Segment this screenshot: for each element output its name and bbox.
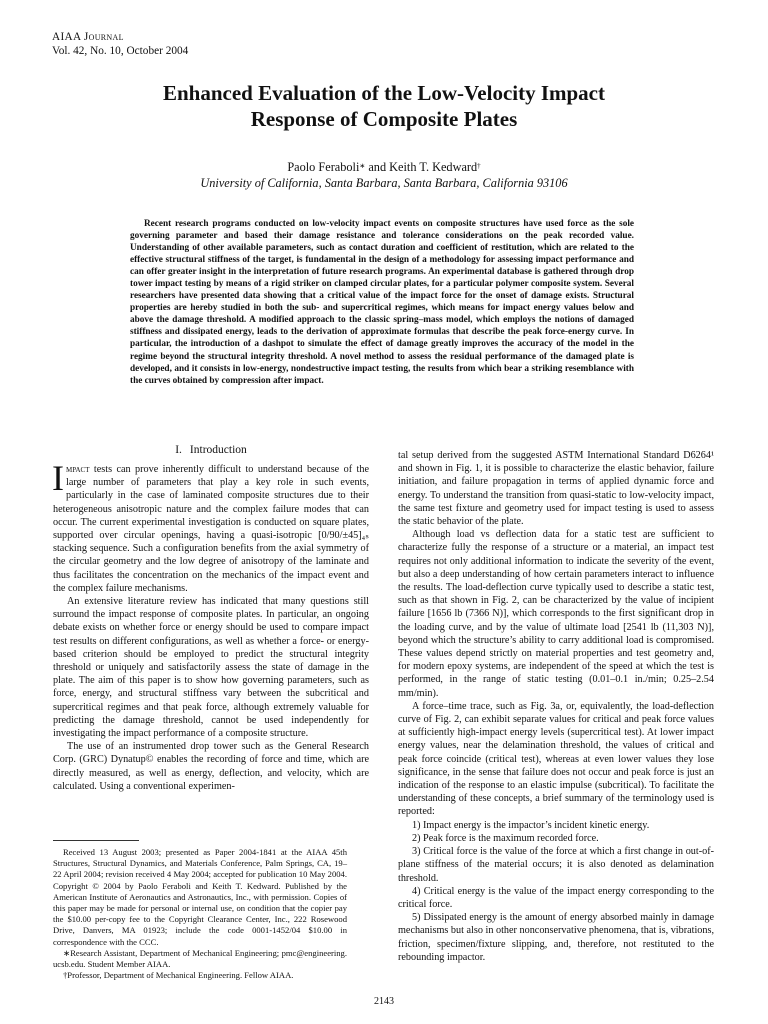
intro-paragraph-2: An extensive literature review has indicated that many questions still surround the impact response of composite plates. In particular, an ongoing debate exists on whether force or energy should be used to compare impact test results on different configurations, as well as whether a force- or energy-based criterion should be employed to predict the structural integrity threshold or uniquely and satisfactorily assess the state of damage in the plate. The aim of this paper is to show how governing parameters, such as force, energy, and structural stiffness vary between the subcritical and supercritical regimes and that peak force, although extremely valuable for predicting the damage threshold, cannot be used independently for investigating the impact performance of a composite structure.	[53, 596, 369, 740]
author-2-mark: †	[477, 162, 481, 170]
title-line-1: Enhanced Evaluation of the Low-Velocity Impact	[163, 81, 605, 105]
journal-header	[52, 30, 188, 58]
footnote-rule	[53, 840, 139, 841]
section-title: Introduction	[189, 444, 247, 456]
affiliation: University of California, Santa Barbara, Santa Barbara, California 93106	[200, 176, 568, 190]
first-word: mpact	[66, 464, 90, 475]
section-heading	[53, 443, 369, 457]
right-paragraph-2: Although load vs deflection data for a static test are sufficient to characterize fully the response of a structure or a material, an impact test requires not only additional information to indicate the severity of the event, but also a deep understanding of how certain parameters interact to influence the results. The load-deflection curve typically used to describe a static test, such as that shown in Fig. 2, can be characterized by the value of incipient failure [1656 lb (7366 N)], which corresponds to the first significant drop in the loading curve, and by the value of ultimate load [2541 lb (11,303 N)], beyond which the structure’s ability to carry additional load is compromised. These values depend strictly on material properties and test geometry and, for modern epoxy systems, are independent of the speed at which the test is performed, in the range of static testing (0.01–0.1 in./min; 0.25–2.54 mm/min).	[398, 529, 714, 699]
intro-paragraph-1-text: tests can prove inherently difficult to understand because of the large number of parameters that play a key role in such events, particularly in the case of laminated composite structures due to their heterogeneous anisotropic nature and the complex failure modes that can occur. The current experimental investigation is conducted on square plates, supported over circular openings, having a quasi-isotropic [0/90/±45]₄ₛ stacking sequence. Such a configuration benefits from the axial symmetry of the circular geometry and the low degree of anisotropy of the laminate and thus facilitates the concentration on the mechanics of the impact event and the complex failure mechanisms.	[53, 464, 369, 594]
intro-paragraph-1	[52, 458, 369, 595]
terminology-item-2: 2) Peak force is the maximum recorded force.	[412, 832, 599, 844]
footnote-author-1: ∗Research Assistant, Department of Mechanical Engineering; pmc@engineering. ucsb.edu. Student Member AIAA.	[53, 947, 347, 970]
drop-cap: I	[52, 458, 64, 498]
terminology-item-4: 4) Critical energy is the value of the impact energy corresponding to the critical force.	[398, 885, 714, 910]
footnotes	[53, 840, 347, 981]
right-paragraph-3: A force–time trace, such as Fig. 3a, or, equivalently, the load-deflection curve of Fig. 2, can exhibit separate values for critical and peak force values at sufficiently high-impact energy levels (supercritical test). At lower impact energy values, near the delamination threshold, the values of critical and peak force coincide (critical test), whereas at even lower values they lose significance, in the sense that failure does not occur and peak force is just an indication of the response to an elastic impulse (subcritical). To facilitate the understanding of these concepts, a brief summary of the terminology used is reported:	[398, 700, 714, 818]
terminology-item-1: 1) Impact energy is the impactor’s incident kinetic energy.	[412, 819, 650, 831]
terminology-item-3: 3) Critical force is the value of the force at which a first change in out-of-plane stiffness of the material occurs; it is also denoted as delamination threshold.	[398, 846, 714, 884]
footnote-received: Received 13 August 2003; presented as Paper 2004-1841 at the AIAA 45th Structures, Structural Dynamics, and Materials Conference, Palm Springs, CA, 19–22 April 2004; revision received 4 May 2004; accepted for publication 10 May 2004. Copyright © 2004 by Paolo Feraboli and Keith T. Kedward. Published by the American Institute of Aeronautics and Astronautics, Inc., with permission. Copies of this paper may be made for personal or internal use, on condition that the copier pay the $10.00 per-copy fee to the Copyright Clearance Center, Inc., 222 Rosewood Drive, Danvers, MA 01923; include the code 0001-1452/04 $10.00 in correspondence with the CCC.	[53, 847, 347, 947]
left-column	[53, 443, 369, 793]
right-paragraph-1: tal setup derived from the suggested ASTM International Standard D6264¹ and shown in Fig. 1, it is possible to characterize the elastic behavior, failure initiation, and failure propagation in terms of applied dynamic force and energy. To understand the transition from quasi-static to low-velocity impact, the same test fixture and geometry used for impact testing is used to assess the static behavior of the plate.	[398, 450, 714, 528]
title-line-2: Response of Composite Plates	[250, 107, 518, 131]
author-line	[0, 160, 768, 175]
journal-name: AIAA Journal	[52, 31, 124, 43]
author-conjunction: and	[365, 160, 390, 174]
author-2: Keith T. Kedward	[389, 160, 478, 174]
abstract: Recent research programs conducted on low-velocity impact events on composite structures have used force as the sole governing parameter and based their damage resistance and tolerance considerations on the peak recorded value. Understanding of other available parameters, such as contact duration and coefficient of restitution, which are related to the effective structural stiffness of the target, is fundamental in the design of a methodology for assessing impact performance and can offer greater insight in the interpretation of future research programs. An experimental database is gathered through drop tower impact testing by means of a rigid striker on clamped circular plates, for a particular polymer composite system. Several researchers have presented data showing that a critical value of the impact force for the onset of damage exists. Structural properties are hereby studied in both the sub- and supercritical regimes, which means for impact energy values below and above the damage threshold. A modified approach to the classic spring–mass model, which employs the notions of damaged stiffness and dissipated energy, leads to the derivation of approximate formulas that describe the peak force-energy curve. In particular, the introduction of a dashpot to simulate the effect of damage greatly improves the accuracy of the model in the regime beyond the structural integrity threshold. A novel method to assess the residual performance of the damaged plate is developed, and it consists in low-energy, nondestructive impact testing, the results from which bear a striking resemblance with the curves obtained by compression after impact.	[130, 219, 634, 386]
author-1: Paolo Feraboli	[287, 160, 360, 174]
author-1-mark: ∗	[359, 162, 366, 170]
footnote-author-2: †Professor, Department of Mechanical Engineering. Fellow AIAA.	[63, 970, 294, 981]
right-column	[398, 449, 714, 964]
intro-paragraph-3: The use of an instrumented drop tower such as the General Research Corp. (GRC) Dynatup© enables the recording of force and time, which are directly measured, as well as energy, deflection, and velocity, which are calculated. Using a conventional experimen-	[53, 741, 369, 792]
volume-line: Vol. 42, No. 10, October 2004	[52, 45, 189, 57]
section-number: I.	[175, 444, 182, 456]
page-number: 2143	[374, 996, 394, 1007]
terminology-item-5: 5) Dissipated energy is the amount of energy absorbed mainly in damage mechanisms but also in other nonconservative phenomena, that is, vibrations, friction, specimen/fixture slipping, and, therefore, not restituted to the rebounding impactor.	[398, 912, 714, 963]
paper-title	[0, 80, 768, 132]
